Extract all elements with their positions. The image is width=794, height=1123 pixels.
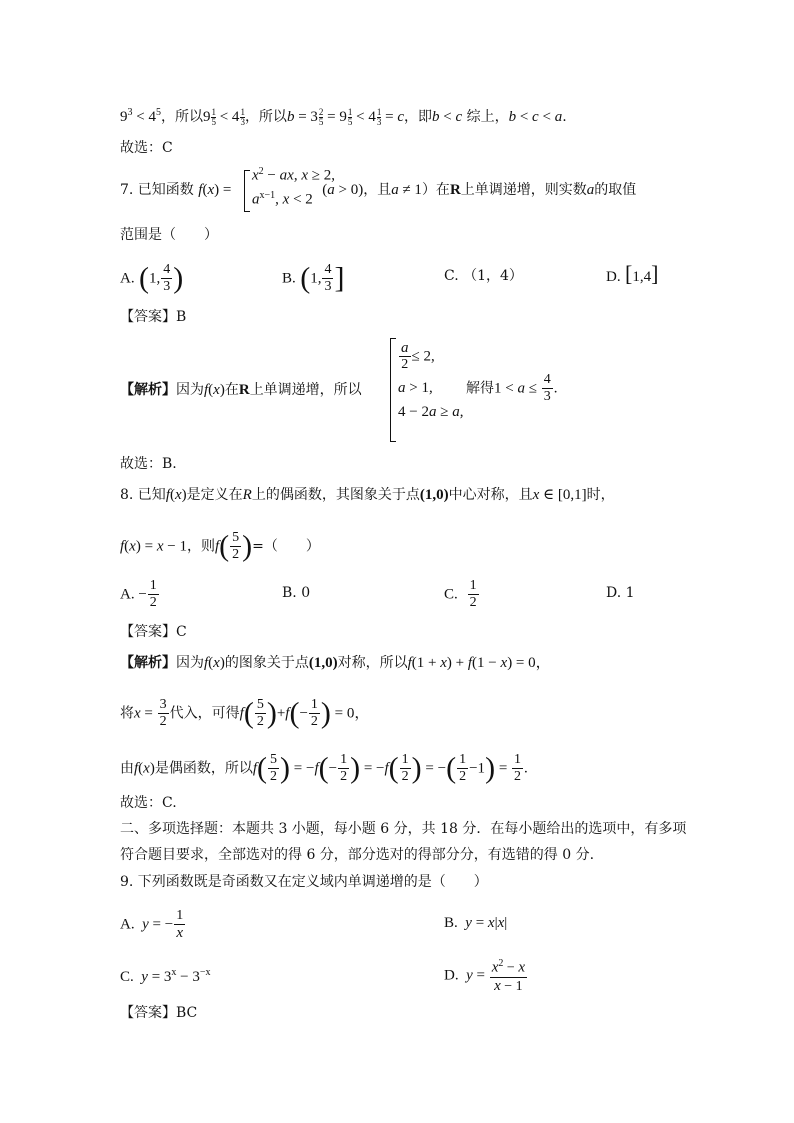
text: 因为 (176, 382, 204, 398)
answer-7: 【答案】B (120, 309, 187, 325)
answer-choice-8: 故选：C. (120, 795, 177, 811)
text: 解得 (466, 380, 494, 397)
text: 的图象关于点 (224, 655, 309, 671)
text: ）在 (421, 182, 450, 198)
option-7b[interactable]: B. (1, $\frac{4}{3}$ ] (282, 261, 345, 295)
text: 是偶函数，所以 (154, 760, 253, 777)
text: ，所以 (160, 109, 203, 125)
system-inequalities: $\frac{a}{2}$ ≤ 2, a > 1, 4 − 2a ≥ a, (388, 338, 478, 442)
text: 时， (586, 487, 615, 503)
question-9: 9. 下列函数既是奇函数又在定义域内单调递增的是（ ） (120, 874, 488, 890)
text: 上单调递增，所以 (249, 382, 362, 398)
option-9a[interactable]: A. y = − $\frac{1}{x}$ (120, 908, 184, 941)
option-8d[interactable]: D. 1 (606, 585, 635, 601)
text: =（ ） (252, 538, 320, 555)
option-9d[interactable]: D. y = $\frac{x^2 - x}{x - 1}$ (444, 958, 525, 994)
analysis-8-line2: 将x = $\frac{3}{2}$ 代入，可得f( $\frac{5}{2}$ )+f(− $\frac{1}{2}$ ) = 0， (120, 696, 370, 730)
text: 的取值 (594, 182, 637, 198)
option-7a[interactable]: A. (1, $\frac{4}{3}$ ) (120, 261, 184, 295)
text: 在 (224, 382, 239, 398)
analysis-8-line3: 由f(x)是偶函数，所以f( $\frac{5}{2}$ ) = −f(− $\frac{1}{2}$ ) = −f( $\frac{1}{2}$ ) = −( $\frac{1}{2}$ −1) = $\frac{1}{2}$ . (120, 751, 528, 785)
text: 是定义在 (186, 487, 243, 503)
text: 【解析】 (120, 382, 176, 398)
text: 8. 已知 (120, 487, 166, 503)
text: 上单调递增，则实数 (460, 182, 587, 198)
text: ，且 (363, 182, 392, 198)
text: ，即 (403, 109, 432, 125)
text: . (562, 109, 567, 125)
option-7d[interactable]: D. [1,4] (606, 261, 659, 286)
text: 对称，所以 (337, 655, 408, 671)
piecewise-function: $x^2$ − ax, x ≥ 2, $a^{x-1}$, x < 2 (238, 166, 338, 214)
text: 因为 (176, 655, 204, 671)
section-2-header-line2: 符合题目要求，全部选对的得 6 分，部分选对的得部分分，有选错的得 0 分. (120, 847, 595, 863)
section-2-header: 二、多项选择题：本题共 3 小题，每小题 6 分，共 18 分．在每小题给出的选项中，有多项 (120, 821, 687, 837)
text: ，所以 (244, 109, 287, 125)
analysis-8: 【解析】因为f(x)的图象关于点(1,0)对称，所以f(1 + x) + f(1 − x) = 0， (120, 655, 551, 671)
option-9b[interactable]: B. y = x|x| (444, 915, 508, 931)
text: 7. 已知函数 (120, 182, 194, 198)
option-9c[interactable]: C. $y = 3^x - 3^{-x}$ (120, 967, 211, 985)
answer-9: 【答案】BC (120, 1005, 198, 1021)
text: ，则 (186, 538, 215, 555)
analysis-7: 【解析】因为f(x)在R上单调递增，所以 (120, 382, 362, 398)
text: 【解析】 (120, 655, 176, 671)
question-8-line2: f(x) = x − 1，则f( $\frac{5}{2}$ )=（ ） (120, 529, 320, 563)
question-8: 8. 已知f(x)是定义在R上的偶函数，其图象关于点(1,0)中心对称，且x ∈ [0,1]时， (120, 487, 615, 503)
line-comparison: $9^3 < 4^5$，所以9 $\frac{1}{5}$ < 4 $\frac{1}{3}$ ，所以b = 3 $\frac{2}{5}$ = 9 $\frac{1}{5}$ < 4 $\frac{1}{3}$ = c，即b < c 综上，b < c < a. (120, 107, 567, 127)
text: 综上， (466, 109, 509, 125)
question-7-line2: 范围是（ ） (120, 227, 218, 243)
text: 代入，可得 (169, 705, 240, 722)
option-7c[interactable]: C. （1，4） (444, 268, 523, 284)
answer-8: 【答案】C (120, 624, 187, 640)
solution-7: 解得1 < a ≤ $\frac{4}{3}$ . (466, 372, 558, 404)
text: 将 (120, 705, 134, 722)
option-8c[interactable]: C. $\frac{1}{2}$ (444, 578, 477, 610)
option-8b[interactable]: B. 0 (282, 585, 311, 601)
question-7: 7. 已知函数 f(x) = (a > 0)，且a ≠ 1）在R上单调递增，则实数a的取值 (120, 182, 637, 198)
text: 上的偶函数，其图象关于点 (251, 487, 420, 503)
text: 由 (120, 760, 134, 777)
answer-choice-line: 故选：C (120, 140, 173, 156)
option-8a[interactable]: A. − $\frac{1}{2}$ (120, 578, 157, 610)
answer-choice-7: 故选：B. (120, 456, 177, 472)
text: 中心对称，且 (448, 487, 533, 503)
